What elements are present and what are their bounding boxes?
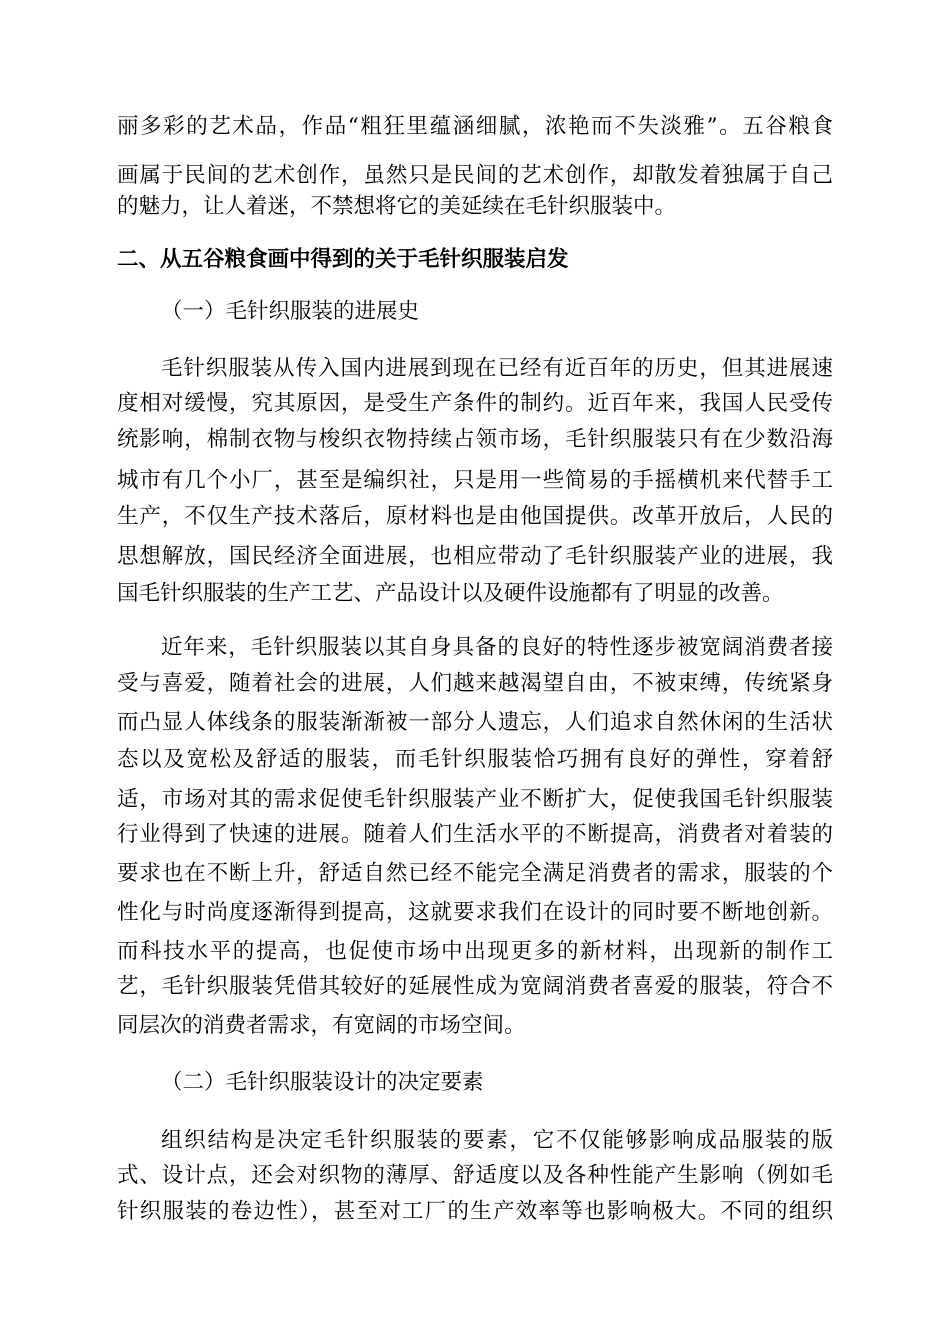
paragraph-line: 式、设计点，还会对织物的薄厚、舒适度以及各种性能产生影响（例如毛 [117, 1163, 833, 1188]
paragraph-line: 受与喜爱，随着社会的进展，人们越来越渴望自由，不被束缚，传统紧身 [117, 671, 833, 696]
paragraph-line: 近年来，毛针织服装以其自身具备的良好的特性逐步被宽阔消费者接 [161, 635, 833, 660]
section-heading: 二、从五谷粮食画中得到的关于毛针织服装启发 [117, 247, 569, 272]
paragraph-line: 而科技水平的提高，也促使市场中出现更多的新材料，出现新的制作工 [117, 939, 833, 964]
paragraph-line: 思想解放，国民经济全面进展，也相应带动了毛针织服装产业的进展，我 [117, 544, 833, 569]
paragraph-line: 城市有几个小厂，甚至是编织社，只是用一些简易的手摇横机来代替手工 [117, 468, 833, 493]
paragraph-line: 毛针织服装从传入国内进展到现在已经有近百年的历史，但其进展速 [161, 356, 833, 381]
paragraph-line: 组织结构是决定毛针织服装的要素，它不仅能够影响成品服装的版 [161, 1128, 833, 1153]
paragraph-line: 行业得到了快速的进展。随着人们生活水平的不断提高，消费者对着装的 [117, 822, 833, 847]
paragraph-line: 生产，不仅生产技术落后，原材料也是由他国提供。改革开放后，人民的 [117, 504, 833, 529]
subsection-heading: （二）毛针织服装设计的决定要素 [161, 1070, 484, 1095]
paragraph-line: 丽多彩的艺术品，作品“粗狂里蕴涵细腻，浓艳而不失淡雅”。五谷粮食 [117, 114, 833, 139]
paragraph-line: 统影响，棉制衣物与梭织衣物持续占领市场，毛针织服装只有在少数沿海 [117, 427, 833, 452]
paragraph-line: 而凸显人体线条的服装渐渐被一部分人遗忘，人们追求自然休闲的生活状 [117, 710, 833, 735]
paragraph-line: 艺，毛针织服装凭借其较好的延展性成为宽阔消费者喜爱的服装，符合不 [117, 974, 833, 999]
paragraph-line: 针织服装的卷边性），甚至对工厂的生产效率等也影响极大。不同的组织 [117, 1199, 833, 1224]
paragraph-line: 性化与时尚度逐渐得到提高，这就要求我们在设计的同时要不断地创新。 [117, 900, 833, 925]
paragraph-line: 适，市场对其的需求促使毛针织服装产业不断扩大，促使我国毛针织服装 [117, 787, 833, 812]
paragraph-line: 的魅力，让人着迷，不禁想将它的美延续在毛针织服装中。 [117, 194, 677, 219]
paragraph-line: 度相对缓慢，究其原因，是受生产条件的制约。近百年来，我国人民受传 [117, 391, 833, 416]
paragraph-line: 要求也在不断上升，舒适自然已经不能完全满足消费者的需求，服装的个 [117, 861, 833, 886]
paragraph-line: 国毛针织服装的生产工艺、产品设计以及硬件设施都有了明显的改善。 [117, 581, 784, 606]
paragraph-line: 同层次的消费者需求，有宽阔的市场空间。 [117, 1013, 526, 1038]
paragraph-line: 画属于民间的艺术创作，虽然只是民间的艺术创作，却散发着独属于自己 [117, 163, 833, 188]
subsection-heading: （一）毛针织服装的进展史 [161, 299, 420, 324]
paragraph-line: 态以及宽松及舒适的服装，而毛针织服装恰巧拥有良好的弹性，穿着舒 [117, 747, 833, 772]
